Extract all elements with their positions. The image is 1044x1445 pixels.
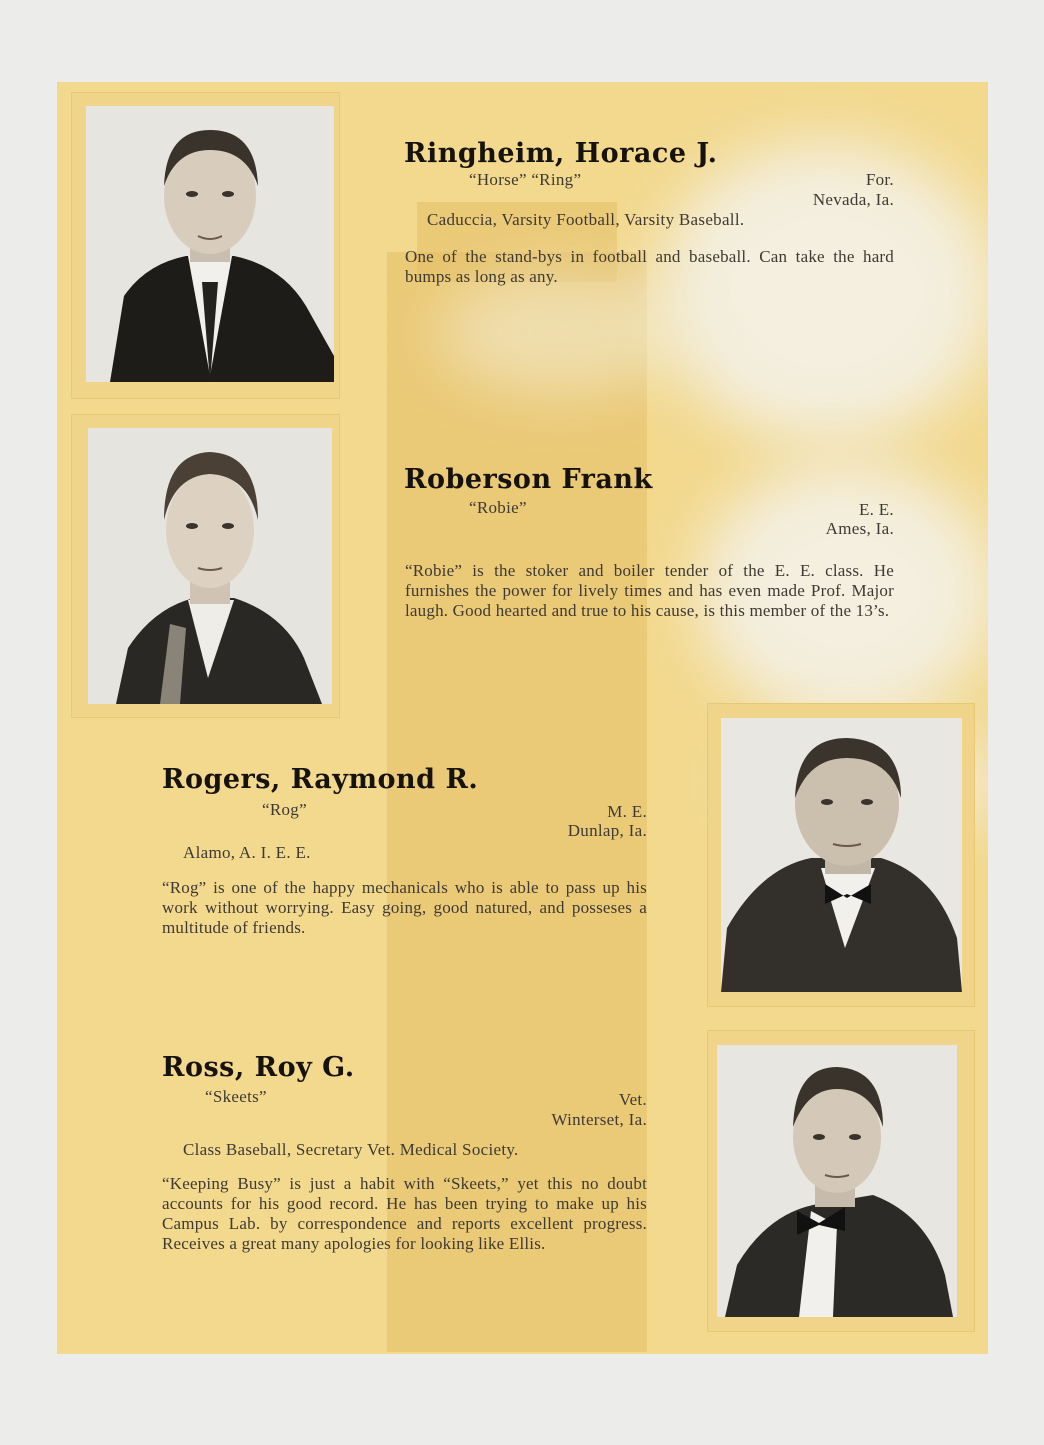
student-bio: “Robie” is the stoker and boiler tender of the E. E. class. He furnishes the power for lively times and has even made Prof. Major laugh. Good hearted and true to his cause, is this member of the 13’s.	[405, 561, 894, 620]
student-nicknames: “Horse” “Ring”	[469, 170, 582, 189]
portrait-photo	[86, 106, 334, 382]
student-name: Rogers, Raymond R.	[162, 764, 479, 795]
student-hometown: Ames, Ia.	[825, 519, 894, 538]
portrait-ross	[717, 1045, 957, 1317]
student-name: Ringheim, Horace J.	[404, 138, 718, 169]
student-nicknames: “Rog”	[262, 800, 307, 819]
student-nicknames: “Robie”	[469, 498, 527, 517]
student-bio: “Keeping Busy” is just a habit with “Skeets,” yet this no doubt accounts for his good record. He has been trying to make up his Campus Lab. by correspondence and reports excellent progress. Receives a great many apologies for looking like Ellis.	[162, 1174, 647, 1253]
portrait-ringheim	[86, 106, 334, 382]
portrait-roberson	[88, 428, 332, 704]
student-hometown: Nevada, Ia.	[812, 190, 894, 209]
portrait-photo	[717, 1045, 957, 1317]
student-activities: Alamo, A. I. E. E.	[183, 843, 311, 862]
student-course: For.	[865, 170, 894, 189]
student-name: Roberson Frank	[404, 464, 653, 495]
student-name: Ross, Roy G.	[162, 1052, 355, 1083]
student-nicknames: “Skeets”	[205, 1087, 267, 1106]
student-course: Vet.	[618, 1090, 647, 1109]
student-hometown: Dunlap, Ia.	[567, 821, 647, 840]
cloud-decoration	[437, 272, 687, 392]
student-activities: Class Baseball, Secretary Vet. Medical Society.	[183, 1140, 519, 1159]
portrait-photo	[721, 718, 962, 992]
portrait-photo	[88, 428, 332, 704]
student-course: E. E.	[858, 500, 894, 519]
student-bio: One of the stand-bys in football and baseball. Can take the hard bumps as long as any.	[405, 247, 894, 286]
student-activities: Caduccia, Varsity Football, Varsity Baseball.	[427, 210, 745, 229]
student-course: M. E.	[607, 802, 647, 821]
student-bio: “Rog” is one of the happy mechanicals who is able to pass up his work without worrying. Easy going, good natured, and posseses a multitude of friends.	[162, 878, 647, 937]
portrait-rogers	[721, 718, 962, 992]
student-hometown: Winterset, Ia.	[551, 1110, 647, 1129]
